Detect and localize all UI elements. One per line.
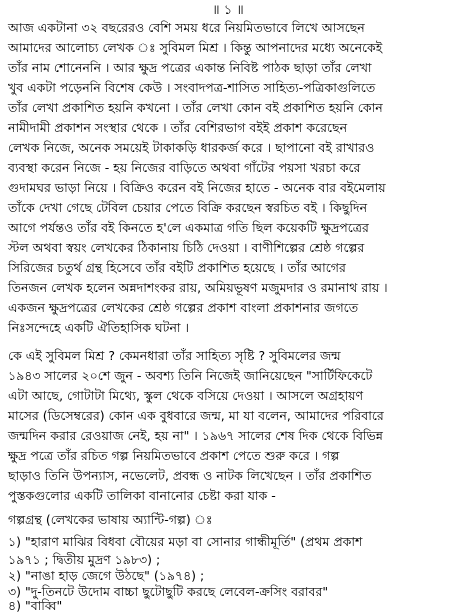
- list-item: ১৯৭১ ; দ্বিতীয় মুদ্রণ ১৯৮৩) ;: [8, 552, 161, 567]
- text-line: তাঁকে দেখা গেছে টেবিল চেয়ার পেতে বিক্রি করছেন স্বরচিত বই । কিছুদিন: [8, 200, 368, 215]
- section-heading: গল্পগ্রন্থ (লেখকের ভাষায় অ্যান্টি-গল্প) ঃ: [8, 512, 213, 527]
- text-line: নামীদামী প্রকাশন সংস্থার থেকে । তাঁর বেশিরভাগ বইই প্রকাশ করেছেন: [8, 120, 348, 135]
- text-line: সিরিজের চতুর্থ গ্রন্থ হিসেবে তাঁর বইটি প্রকাশিত হয়েছে । তাঁর আগের: [8, 260, 346, 275]
- text-line: মাসের (ডিসেম্বরের) কোন এক বুধবারে জন্ম, মা যা বলেন, আমাদের পরিবারে: [8, 408, 384, 423]
- text-line: তাঁর লেখা প্রকাশিত হয়নি কখনো । তাঁর লেখা কোন বই প্রকাশিত হয়নি কোন: [8, 100, 383, 115]
- text-line: ছাড়াও তিনি উপন্যাস, নভেলেট, প্রবন্ধ ও নাটক লিখেছেন । তাঁর প্রকাশিত: [8, 468, 372, 483]
- text-line: তাঁর নাম শোনেননি । আর ক্ষুদ্র পত্রের একান্ত নিবিষ্ট পাঠক ছাড়া তাঁর লেখা: [8, 60, 372, 75]
- text-line: ব্যবস্থা করেন নিজে - হয় নিজের বাড়িতে অথবা গাঁটের পয়সা খরচা করে: [8, 160, 361, 175]
- text-line: কে এই সুবিমল মিশ্র ? কেমনধারা তাঁর সাহিত্য সৃষ্টি ? সুবিমলের জন্ম: [8, 348, 341, 363]
- text-line: জন্মদিন করার রেওয়াজ নেই, হয় না" । ১৯৬৭ সালের শেষ দিক থেকে বিভিন্ন: [8, 428, 383, 443]
- text-line: এটা আছে, গোটাটা মিথ্যে, স্কুল থেকে বসিয়ে দেওয়া । আসলে অগ্রহায়ণ: [8, 388, 364, 403]
- page-number: ॥ ১ ॥: [212, 3, 244, 18]
- text-line: আমাদের আলোচ্য লেখক ঃ সুবিমল মিশ্র । কিন্তু আপনাদের মধ্যে অনেকেই: [8, 40, 383, 55]
- list-item: ৩) "দু-তিনটে উদোম বাচ্চা ছুটোছুটি করছে লেবেল-ক্রসিং বরাবর": [8, 584, 329, 599]
- text-line: খুব একটা পড়েননি বিশেষ কেউ । সংবাদপত্র-শাসিত সাহিত্য-পত্রিকাগুলিতে: [8, 80, 376, 95]
- list-item: ১) "হারাণ মাঝির বিধবা বৌয়ের মড়া বা সোনার গান্ধীমূর্তি" (প্রথম প্রকাশ: [8, 534, 363, 549]
- list-item: ৪) "বাব্বি": [8, 598, 63, 613]
- text-line: গুদামঘর ভাড়া নিয়ে । বিক্রিও করেন বই নিজের হাতে - অনেক বার বইমেলায়: [8, 180, 386, 195]
- text-line: স্টল অথবা স্বয়ং লেখকের ঠিকানায় চিঠি দেওয়া । বাণীশিল্পের শ্রেষ্ঠ গল্পের: [8, 240, 365, 255]
- text-line: আজ একটানা ৩২ বছরেরও বেশি সময় ধরে নিয়মিতভাবে লিখে আসছেন: [8, 20, 365, 35]
- text-line: তিনজন লেখক হলেন অন্নদাশংকর রায়, অমিয়ভূষণ মজুমদার ও রমানাথ রায় ।: [8, 280, 388, 295]
- text-line: আগে পর্যন্তও তাঁর বই কিনতে হ'লে একমাত্র গতি ছিল কয়েকটি ক্ষুদ্রপত্রের: [8, 220, 369, 235]
- text-line: ১৯৪৩ সালের ২০শে জুন - অবশ্য তিনি নিজেই জানিয়েছেন "সার্টিফিকেটে: [8, 368, 373, 383]
- text-line: লেখক নিজে, অনেক সময়েই টাকাকড়ি ধারকর্জ করে । ছাপানো বই রাখারও: [8, 140, 375, 155]
- text-line: একজন ক্ষুদ্রপত্রের লেখকের শ্রেষ্ঠ গল্পের প্রকাশ বাংলা প্রকাশনার জগতে: [8, 300, 359, 315]
- list-item: ২) "নাঙা হাড় জেগে উঠছে" (১৯৭৪) ;: [8, 568, 205, 583]
- text-line: পুস্তকগুলোর একটি তালিকা বানানোর চেষ্টা করা যাক -: [8, 488, 276, 503]
- text-line: ক্ষুদ্র পত্রে তাঁর রচিত গল্প নিয়মিতভাবে প্রকাশ পেতে শুরু করে । গল্প: [8, 448, 340, 463]
- text-line: নিঃসন্দেহে একটি ঐতিহাসিক ঘটনা ।: [8, 320, 189, 335]
